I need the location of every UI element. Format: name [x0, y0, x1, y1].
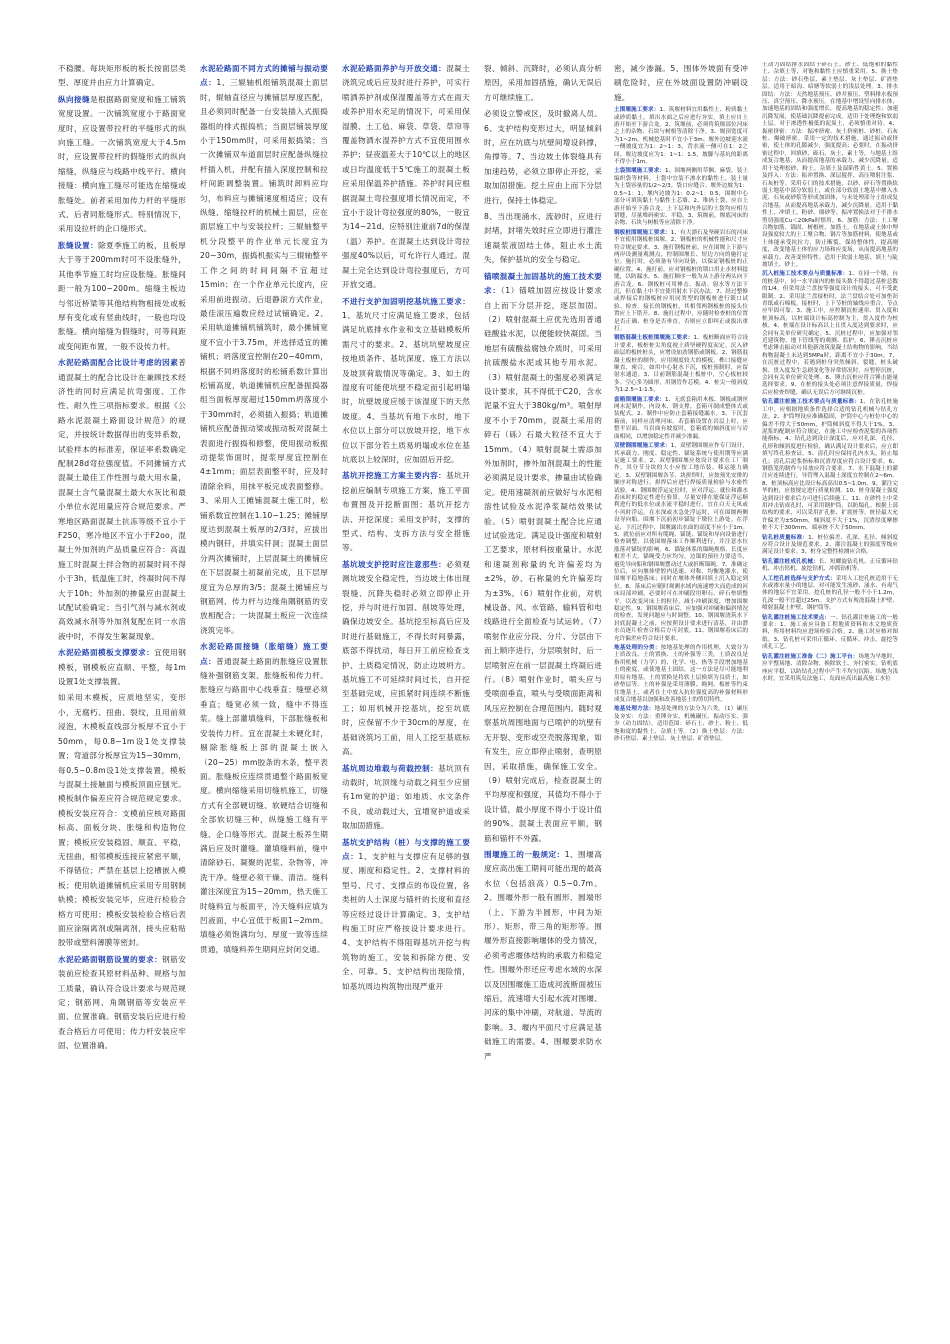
paragraph-text: （1）锚喷加固应按设计要求自上而下分层开挖，逐层加固。（2）喷射混凝土应优先选用普通硅酸盐水泥，以便能较快凝固。当地层有硫酸盐腐蚀介质时，可采用抗硫酸盐水泥或其他专用水泥。（3）喷射混凝土的强度必须满足设计要求，其不得低于C20，含水泥量不宜大于380kg/m³。喷射厚度不小于70mm，混凝土采用的碎石（砾）石最大粒径不宜大于15mm。（4）喷射混凝土需添加外加剂时，掺外加剂混凝土的性能必须满足设计要求，掺量由试验确定。使用速凝剂前应做好与水泥相溶性试验及水泥净浆凝结效果试验。（5）喷射混凝土配合比应通过试验选定。满足设计强度和喷射工艺要求，原材料按重量计。水泥和速凝剂称量的允许偏差均为±2%，砂、石称量的允许偏差均为±3%。（6）喷射作业前，对机械设备、风、水管路、输料管和电线路进行全面检查与试运转。（7）喷射作业应分段、分片、分层由下而上顺序进行，分层喷射时，后一层喷射应在前一层混凝土终凝后进行。（8）喷射作业时，喷头应与受喷面垂直，喷头与受喷面距离和风压应控制在合理范围内。随时观察基坑周围地面与已喷护的坑壁有无开裂、变形或空壳脱落现象，如有发生，应立即停止喷射，查明原因，采取措施，确保施工安全。（9）喷射完成后，检查混凝土的平均厚度和强度，其值均不得小于设计值，最小厚度不得小于设计值的90%。混凝土表面应平顺，钢筋和锚杆不外露。	[484, 286, 602, 843]
section-heading: 水泥砼路面接缝（胀缩缝）施工要点：	[200, 642, 328, 666]
section-heading: 锚喷混凝土加固基坑的施工技术要求：	[484, 271, 602, 296]
paragraph-text: 不稳腰。每块矩形板的板长按面层类型、厚度并由应力计算确定。	[58, 64, 186, 88]
paragraph	[342, 295, 470, 468]
paragraph	[762, 559, 898, 574]
paragraph	[614, 168, 748, 227]
paragraph-text: 1、桩位偏差、孔深、孔径、倾斜度应符合设计及规范要求。2、灌注混凝土的强度等级应满足设计要求。3、桩身完整性检测应合格。	[762, 534, 898, 556]
paragraph-text: 普通混凝土的配合比设计在兼顾技术经济性的同时应满足抗弯强度、工作性、耐久性三项指标要求。根据《公路水泥混凝土路面设计规范》的规定，并按统计数据得出的变异系数，试验样本的标准差，保证率系数确定配制28d弯拉强度值。不同摊铺方式混凝土最佳工作性围与最大用水量，混凝土含气量混凝土最大水灰比和最小单位水泥用量应符合规范要求。严寒地区路面混凝土抗冻等级不宜小于F250，寒冷地区不宜小于F2oo，混凝土外加剂的产品质量应符合：高温施工时混凝土拌合物的初凝时间不得小于3h，低温施工时，终凝时间不得大于10h；外加剂的掺量应由混凝土试配试验确定；当引气剂与减水剂或高效减水剂等外加剂复配在同一水溶液中时，不得发生絮凝现象。	[58, 358, 186, 641]
paragraph	[200, 640, 328, 957]
section-heading: 钻孔灌注桩施工准备（二）施工平台：	[762, 653, 859, 660]
paragraph-text: 长、短螺旋钻孔机、正反循环钻机、冲击钻机、旋挖钻机、冲抓钻机等。	[762, 558, 898, 573]
section-heading: 钻孔桩质量标准：	[762, 534, 809, 541]
paragraph	[614, 645, 748, 704]
text-column-1	[58, 62, 186, 1302]
paragraph-text: 普通混凝土路面的胀缝应设置胀缝补强钢筋支架、胀缝板和传力杆。胀缝应与路面中心线垂直；缝壁必须垂直；缝宽必须一致，缝中不得连浆。缝上部灌填缝料，下部胀缝板和安装传力杆。宜在混凝土未硬化时，剔除胀缝板上部的混凝土嵌入（20~25）mm胶条的木条，整平表面。胀缝板应连续贯通整个路面板宽度。横向缩缝采用切缝机施工，切缝方式有全部硬切缝、软硬结合切缝和全部软切缝三种，纵缝施工缝有平缝、企口缝等形式。混凝土板养生期满后应及时灌缝。灌填缝料前，缝中清除砂石、凝聚的泥浆、杂物等，冲洗干净。缝壁必须干燥、清洁。缝料灌注深度宜为15~20mm，热天施工时缝料宜与板面平，冷天缝料应填为凹液面，中心宜低于板面1~2mm。填缝必须饱满均匀、厚度一致等连续贯通，填缝料养生期间应封闭交通。	[200, 656, 328, 954]
paragraph	[614, 230, 748, 334]
section-heading: 沉入桩施工技术要点与质量标准：	[762, 271, 849, 278]
paragraph	[342, 836, 470, 994]
paragraph-text: 裂、倾斜、沉降时，必须认真分析原因，采用加固措施，确认无误后方可继续施工。	[484, 64, 602, 102]
paragraph	[614, 335, 748, 394]
paragraph	[762, 399, 898, 532]
paragraph	[342, 62, 470, 293]
section-heading: 双壁钢围堰施工要求：	[614, 443, 671, 450]
section-heading: 地基处理的分类：	[614, 645, 661, 652]
paragraph	[484, 62, 602, 105]
paragraph-text: 采用人工挖孔桩适用于无水或渗水量小的地层。对可能发生流砂、涌水、有毒气体的地层不宜采用。挖孔桩的孔径一般不小于1.2m，孔深一般不宜超过25m。支护方式有现浇混凝土护壁、喷射混凝土护壁、钢护筒等。	[762, 575, 898, 612]
section-heading: 不进行支护加固明挖基坑施工要求：	[342, 296, 470, 306]
paragraph-text: 1、支护桩与支撑应有足够的强度、刚度和稳定性。2、支撑材料的型号、尺寸、支撑点的布设位置，各类桩的人土深度与锚杆的长度和直径等应经过设计计算确定。3、支护结构施工时应严格按设计要求进行。4、支护结构不得阻碍基坑开挖与构筑物的施工，安装和拆除方便、安全、可靠。5、支护结构出现险情，如基坑周边构筑物出现严重开	[342, 851, 470, 991]
paragraph-text: 1、围堰两侧用草捆、麻袋、装土编织袋等材料，土袋中宜装不渗水的黏性土，装土量为土袋容量的1/2~2/3。袋口应缝合。堰外边坡为1：0.5~1：1，堰内边坡为1：0.2~1：0.5，围堰中心部分可填筑黏土与黏性土芯墙。2、堆码土袋，应自上游开始至下游合龙。上下层和内外层的土袋均应相互错缝，尽量堆码密实、平稳。3、筑堰前，堰底河床的杂物、石块与树根等应清除干净。	[614, 168, 748, 227]
paragraph	[342, 469, 470, 555]
section-heading: 水泥砼路面钢筋设置的要求：	[58, 954, 163, 964]
section-heading: 纵向接缝	[58, 94, 91, 104]
section-heading: 钻孔灌注桩施工技术要点与质量标准：	[762, 399, 860, 406]
paragraph-text: 基坑顶有动载时，坑顶缘与动载之间至少应留有1m宽的护道；如地质、水文条件不良，或动载过大，宜增宽护道或采取加固措施。	[342, 763, 470, 831]
paragraph-text: 1、在同一个墩、台的桩基中，同一水平面内的桩接头数不得超过基桩总数的1/4，但采用法兰盘按等强度设计的接头，可不受此限制。2、采用法兰盘接桩时，法兰盘结合处可加垫沥青纸或石棉板。接桩时，上下节桩的轴线应重合，节点应牢固可靠。3、施工中，应控制沉桩速率、贯入度和桩顶标高，以桩端设计标高控制为主，贯入度作为校核。4、桩端在设计标高以上且贯入度达到要求时，应会同有关单位研究确定。5、沉桩过程中，应加强对邻近建筑物、地下管线等的观测、监护。6、锤击沉桩应考虑锤击振动对其他新浇筑混凝土结构物的影响，当结构物混凝土未达到5MPa时，距离不宜小于30m。7、在沉桩过程中，若遇到桩身突然倾斜、裂缝、桩头破损、贯入度发生急剧变化等异常情况时，应暂停沉桩，会同有关单位研究处理。8、锤击沉桩应符合锤击能量选择要求。9、在桩的接头处必须注意焊接质量，焊接后应检查焊缝，确认无误后方可继续沉桩。	[762, 271, 898, 396]
section-heading: 基坑坡支护挖时应注意那些：	[342, 559, 447, 569]
paragraph	[762, 271, 898, 397]
paragraph	[342, 558, 470, 760]
paragraph	[762, 654, 898, 684]
paragraph	[614, 107, 748, 166]
paragraph-text: 是根据路面宽度和施工铺筑宽度设置。一次铺筑宽度小于路面宽度时，应设置带拉杆的平缝形式的纵向施工缝。一次铺筑宽度大于4.5m时，应设置带拉杆的假缝形式的纵向缩缝，纵缝应与线路中线平行。横向接缝：横向施工缝尽可能选在缩缝或胀缝处。前者采用加传力杆的平缝形式，后者同胀缝形式。特别情况下，采用设拉杆的企口缝形式。	[58, 94, 186, 234]
paragraph-text: 1、有大漂石及坚硬岩石的河床不宜使用钢板桩围堰。2、钢板桩的机械性能和尺寸应符合规定要求。3、施打钢板桩前，应在围堰上下游与两岸设测量观测点，控制围堰长、短边方向的施打定位。施打时，必须备有导向设备，以保证钢板桩的正确位置。4、施打前，应对钢板桩的锁口用止水材料捻缝，以防漏水。5、施打顺序一般为从上游分两头向下游合龙。6、钢板桩可用捶击、振动、射水等方法下沉，但在黏土中不宜使用射水下沉办法。7、经过整修或焊接后的钢板桩应用同类型的钢板桩进行锁口试验、检查。接长的钢板桩，其相邻两钢板桩的接头位置应上下错开。8、施打过程中，应随时检查桩的位置是否正确、桩身是否垂直，否则应立即纠正或拔出重打。	[614, 229, 748, 332]
text-column-2	[200, 62, 328, 1302]
section-heading: 胀缝设置：	[58, 240, 99, 250]
section-heading: 钻孔灌注桩成孔机械：	[762, 558, 819, 565]
paragraph-text: 按地基处理的作用机理，大致分为土质改良、土的置换、土的补强等三类。土质改良是指用机械（力学）的、化学、电、热等手段增加地基土的密度，或使地基土固结，这一方法是尽可能地利用原有地基。土的置换是将软土层换填为良质土，如砂垫层等。土的补强是采用薄膜、绳网、板桩等约束住地基土，或者在土中放入抗拉强度高的补强材料形成复合地基以加强和改善地基土的剪切特性。	[614, 645, 748, 703]
paragraph	[484, 270, 602, 846]
paragraph-text: 除夏季施工的板，且板厚大于等于200mm时可不设胀缝外，其他季节施工时均应设胀缝。胀缝间距一般为100~200m。缩缝主板边与邻近桥梁等其他结构物相接处或板厚有变化或有竖曲线时，一般也均设胀缝。横向缩缝为假缝时，可等间距或变间距布置，一般不设传力杆。	[58, 240, 186, 351]
paragraph-text: 1、围堰高度应高出施工期间可能出现的最高水位（包括浪高）0.5~0.7m。2、围堰外形一般有圆形、圆端形（上、下游为半圆形，中间为矩形）、矩形、带三角的矩形等。围堰外形直接影响堰体的受力情况，必须考虑堰体结构的承载力和稳定性。围堰外形还应考虑水域的水深以及因围堰施工造成河流断面被压缩后，流速增大引起水流对围堰、河床的集中冲刷，对航道、导流的影响。3、堰内平面尺寸应满足基础施工的需要。4、围堰要求防水严	[484, 849, 602, 1061]
section-heading: 钻孔灌注桩施工技术要点：	[762, 614, 831, 621]
paragraph	[762, 62, 898, 269]
paragraph	[58, 646, 186, 689]
section-heading: 套箱围堰施工要求：	[614, 396, 666, 403]
paragraph	[614, 443, 748, 643]
paragraph	[58, 356, 186, 644]
paragraph-text: 一、钻孔灌注桩施工的一般要求：1、施工前应具备工程地质资料和水文地质资料，所用材料均应进场检验合格。2、施工时应核对图纸。3、钻孔桩可采用正循环、反循环、冲击、旋挖等成孔工艺。	[762, 614, 898, 651]
section-heading: 围堰施工的一般规定：	[484, 849, 565, 859]
paragraph	[342, 762, 470, 834]
section-heading: 水泥砼路面不同方式的摊铺与振动要点：	[200, 64, 328, 88]
paragraph-text: 钢筋安装前应检查其原材料品种、规格与加工质量，确认符合设计要求与规范规定；钢筋网、角隅钢筋等安装应平面、位置准确。钢筋安装后应进行检查合格后方可使用；传力杆安装应牢固、位置准确。	[58, 954, 186, 1051]
section-heading: 钢筋混凝土板桩围堰施工要求：	[614, 335, 694, 342]
section-heading: 人工挖孔桩选择与支护方式：	[762, 575, 836, 582]
paragraph-text: 1、板桩断面应符合设计要求，板桩桩尖角度视土质坚硬程度而定。沉入砂砾层的板桩桩头，应增设加劲钢筋或钢板。2、钢筋混凝土板桩的制作，应用刚度较大的模板，榫口接缝应顺直、密合。如用中心射水下沉，板桩预制时，应留射水通道。3、目前钢筋混凝土板桩中，空心板桩较多。空心多为圆形，用钢管作芯模。4、桩尖一般斜度为1:2.5~1:1.5。	[614, 335, 748, 394]
section-heading: 水泥砼路面配合比设计考虑的因素	[58, 358, 179, 368]
paragraph-text: 基坑开挖前应编制专项施工方案，施工平面布置图及开挖断面图；基坑开挖方法、开挖深度；采用支护时，支撑的型式、结构、支拆方法与安全措施等。	[342, 471, 470, 553]
section-heading: 基坑周边堆载与荷载控制：	[342, 763, 439, 773]
section-heading: 基坑支护结构（桩）与支撑的施工要点：	[342, 837, 470, 861]
paragraph-text: 地基处理的方法分为六类。（1）碾压及夯实：方法：重锤夯实、机械碾压、振动压实、强夯（动力固结）。适用范围：碎石土、砂土、粉土、低饱和度的黏性土、杂填土等。（2）换土垫层：方法：砂石垫层、素土垫层、灰土垫层、矿渣垫层。	[614, 706, 748, 742]
section-heading: 土袋围堰施工要求：	[614, 168, 666, 175]
paragraph	[58, 953, 186, 1054]
paragraph-text: 场地为旱地时，应平整场地、清除杂物、换除软土、夯打密实。钻机底座应平稳，以防钻孔过程中产生不均匀沉陷。场地为浅水时，宜采用筑岛法施工，岛面应高出最高施工水位	[762, 653, 898, 682]
paragraph	[614, 706, 748, 743]
paragraph	[58, 239, 186, 354]
paragraph	[58, 691, 186, 950]
paragraph-text: 1、基坑尺寸应满足施工要求，包括满足坑底排水作业和支立基础模板所需尺寸的要求。2、基坑坑壁坡度应按地质条件、基坑深度、施工方法以及坡顶荷载情况等确定。3、如土的湿度有可能使坑壁不稳定而引起坍塌时，坑壁坡度应缓于该湿度下的天然坡度。4、当基坑有地下水时，地下水位以上部分可以放坡开挖，地下水位以下部分若土质易坍塌或水位在基坑底以上较深时，应加固后开挖。	[342, 310, 470, 464]
paragraph	[484, 848, 602, 1064]
paragraph-text: 宜使用钢模板，钢模板应直顺、平整，每1m设置1处支撑装置。	[58, 648, 186, 687]
paragraph	[200, 62, 328, 638]
paragraph-text: 必须设立警戒区，及时撤离人员。6、支护结构变形过大，明显倾斜时，应在坑底与坑壁间增设斜撑，角撑等。7、当边坡土体裂缝具有加速趋势，必须立即停止开挖，采取加固措施。挖土应由上而下分层进行，保持土体稳定。	[484, 109, 602, 205]
paragraph-text: 土动力固结排水固结于碎石土、砂土、低饱和的黏性土、杂填土等，对饱和黏性土应慎重采用。5、换土垫层：方法：砂石垫层、素土垫层、灰土垫层、矿渣垫层。适用于暗沟、暗塘等软弱土的浅层处理。3、排水固结：方法：天然地基预压、砂井预压、塑料排水板预压、真空预压、降水预压。在地基中增设竖向排水体，加速地基的固结和强度增长，提高地基的稳定性；加速沉降发展，使基础沉降提前完成。适用于处理饱和软弱土层。对于渗透性极低的泥炭土，必须慎重对待。4、振密挤密：方法：振冲挤密、灰土挤密桩、砂桩、石灰桩、爆破挤密。采用一定的技术措施，通过振动或挤密，使土体的孔隙减少，强度提高；必要时，在振动挤密过程中，回填砂、砾石、灰土、素土等，与地基土组成复合地基，从而提高地基的承载力，减少沉降量。适用于处理松砂、粉土、杂填土及湿陷性黄土。5、置换及拌入：方法：振冲置换、深层搅拌、高压喷射注浆、石灰桩等。采用专门的技术措施，以砂、碎石等置换软弱土地基中部分软弱土，或在部分软弱土地基中掺入水泥、石灰或砂浆等形成加固体，与未处理部分土组成复合地基，从而提高地基承载力，减少沉降量。适用于黏性土、冲填土、粉砂、细砂等。振冲置换法对于不排水剪切强度Cu＜20kPa时慎用。6、加筋：方法：土工聚合物加筋、锚固、树根桩、加筋土。在地基或土体中埋设强度较大的土工聚合物、钢片等加筋材料，使地基或土体能承受抗拉力，防止断裂，保持整体性，提高刚度，改变地基土体的应力场和应变场，从而提高地基的承载力，改善变形特性。适用于软弱土地基、填土与陡坡填土、砂土。	[762, 62, 898, 268]
paragraph-text: 1、筑堰材料宜用黏性土、粉质黏土或砂质黏土。填出水面之后应进行夯实。填土应自上游开始至下游合龙。2、筑堰前，必须将筑堰部位河床之上的杂物、石块与树根等清除干净。3、堰顶宽度可为1~2m。机械挖基时不宜小于3m。堰外边坡迎水流一侧坡度宜为1：2~1：3，背水流一侧可在1：2之间。堰边坡度应为1：1~1：1.5，坡脚与基坑的距离不得小于1m。	[614, 107, 748, 166]
paragraph-text: 1、在钻孔桩施工中，应根据地质条件选择合适的钻孔机械与钻孔方法。2、护筒埋设应准确稳固，护筒中心与桩位中心的偏差不得大于50mm，护筒倾斜度不得大于1%。3、泥浆的配制应符合规定，在施工中应检查泥浆的各项性能指标。4、钻孔达到设计深度后，应对孔深、孔径、孔形和倾斜度进行检验，确认满足设计要求后，应立即填写终孔检查证。5、清孔时应保持孔内水头，防止塌孔；清孔后泥浆指标和沉渣厚度应符合设计要求。6、钢筋笼的制作与吊放应符合要求。7、水下混凝土的灌注应连续进行，导管埋入混凝土深度宜控制在2~6m。8、桩顶标高应比设计标高高出0.5~1.0m。9、灌注完毕的桩，应按规定进行质量检测。10、桩身混凝土强度达到设计要求后方可进行后续施工。11、在砂性土中采用冲击钻成孔时，可采用钢护筒，以防塌孔。根据上部结构的要求，可以采用扩孔桩、扩底桩等。桩径最大允许偏差为±50mm，倾斜度不大于1%，沉渣厚度摩擦桩不大于300mm，端承桩不大于50mm。	[762, 399, 898, 532]
section-heading: 地基处理方法：	[614, 706, 655, 713]
paragraph	[58, 93, 186, 237]
paragraph	[614, 397, 748, 441]
paragraph	[762, 615, 898, 652]
paragraph-text: 1、双壁钢围堰应作专门设计，其承载力、刚度、稳定性、锚锭系统与使用期等应满足施工要求。2、双壁钢围堰应按设计要求在工厂制作，其分节分块的大小应按工地吊装、移运能力确定。3、双壁钢围堰各节、块拼焊时，应按预先安排的顺序对称进行。拼焊后应进行焊接质量检验与水密性试验。4、钢围堰浮运定位时，应对浮运、就位和灌水着床时的稳定性进行验算。尽量安排在能保证浮运顺利进行的低水位或水流平稳时进行，宜在白天无风或小风时浮运。在水深或水急处浮运时，可在围堰两侧设导向船。围堰下沉前初步锚锭于墩位上游处。在浮运、下沉过程中，围堰露出水面的高度不应小于1m。5、就位前应对所有缆绳、锚链、锚锭和导向设备进行检查调整，以使围堰落床工作顺利进行，并注意水位涨落对锚锭的影响。6、锚锭体系的锚绳规格、长度应相差不大。锚绳受力应均匀。边锚的预拉力要适当，避免导向船和钢围堰摆动过大或折断锚绳。7、准确定位后，应向堰体壁腔内迅速、对称、均衡地灌水，使围堰平稳地落床；同时在堰体外侧回填土沉入稳定到位。8、落床后应随时观测水域内流速增大而造成的河床局部冲刷，必要时可在冲刷段用卵石、碎石垫填整平，以改变河床上的粒径，减小冲刷深度，增加围堰稳定性。9、钢围堰着床后，应加强对冲刷和偏斜情况的检查，发现问题应与时调整。10、钢围堰浇筑水下封底混凝土之前，应按照设计要求进行清基，并由潜水员逐片检查合格后方可封底。11、钢围堰着床后的允许偏差应符合设计要求。	[614, 443, 748, 642]
paragraph	[762, 535, 898, 557]
text-column-5	[614, 62, 748, 1302]
section-heading: 土围堰施工要求：	[614, 107, 660, 114]
paragraph-text: 密，减少渗漏。5、围体外坡面有受冲刷危险时，应在外坡面设置防冲刷设施。	[614, 64, 748, 102]
paragraph-text: 必须观测坑坡安全稳定性，当边坡土体出现裂缝、沉降失稳时必须立即停止开挖，并与时进行加固、削坡等处理，确保边坡安全。基坑挖至标高后应及时进行基础施工，不得长时间暴露，底部不得扰动，每日开工前应检查支护、土质稳定情况，防止边坡坍方。基坑施工不可延续时间过长，自开挖至基础完成，应抓紧时间连续不断施工；如用机械开挖基坑，挖至坑底时，应保留不少于30cm的厚度，在基础浇筑圬工前，用人工挖至基底标高。	[342, 559, 470, 757]
text-column-3	[342, 62, 470, 1302]
section-heading: 基坑开挖施工方案主要内容：	[342, 471, 447, 481]
section-heading: 水泥砼路面模板支撑要求：	[58, 648, 155, 658]
paragraph	[58, 62, 186, 91]
paragraph	[614, 62, 748, 105]
paragraph	[762, 576, 898, 613]
paragraph-text: 混凝土浇筑完成后应及时进行养护，可实行喷洒养护剂或保湿覆盖等方式在雨天或养护用水充足的情况下，可采用保湿膜、土工毡、麻袋、草袋、草帘等覆盖物洒水湿养护方式不宜使用围水养护；昼夜温差大于10℃以上的地区或日均温度低于5℃施工的混凝土板应采用保温养护措施。养护时间应根据混凝土弯拉强度增长情况而定，不宜小于设计弯拉强度的80%，一般宜为14~21d。应特别注重前7d的保湿（温）养护。在混凝土达到设计弯拉强度40%以后，可允许行人通过。混凝土完全达到设计弯拉强度后，方可开放交通。	[342, 64, 470, 290]
paragraph	[484, 107, 602, 208]
paragraph-text: 1、三辊轴机组铺筑混凝土面层时，辊轴直径应与摊铺层厚度匹配，且必须同时配备一台安装插入式振捣器组的排式振捣机；当面层铺装厚度小于150mm时，可采用振捣梁；当一次摊铺双车道面层时应配备纵缝拉杆插入机，并配有插入深度控制和拉杆间距调整装置。铺筑时卸料应均匀，布料应与摊铺速度相适应；设有纵缝、缩缝拉杆的机械土面层，应在面层施工中与安装拉杆；三辊轴整平机分段整平的作业单元长度宜为20~30m，振捣机振实与三辊轴整平工作之间的时间间隔不宜超过15min；在一个作业单元长度内，应采用前进振动、后退静滚方式作业，最佳滚压遍数应经过试铺确定。2、采用轨道摊铺机铺筑时，最小摊铺宽度不宜小于3.75m，并选择适宜的摊铺机；坍落度宜控制在20~40mm，根据不同坍落度时的松铺系数计算出松铺高度，轨道摊铺机应配备振捣器组当面板厚度超过150mm坍落度小于30mm时，必须插入振捣；轨道摊铺机应配备振动梁或振动板对混凝土表面进行振捣和修整，使用振动板振动提浆饰面时，提浆厚度宜控制在4±1mm；面层表面整平时，应及时清除余料，用抹平板完成表面整修。3、采用人工摊铺混凝土施工时，松铺系数宜控制在1.10~1.25；摊铺厚度达到混凝土板厚的2/3时，应拔出模内钢钎，并填实钎洞；混凝土面层分两次摊铺时，上层混凝土的摊铺应在下层混凝土初凝前完成，且下层厚度宜为总厚的3/5；混凝土摊铺应与钢筋网、传力杆与边缘角隅钢筋的安放相配合；一块混凝土板应一次连续浇筑完毕。	[200, 78, 328, 635]
paragraph	[484, 210, 602, 268]
paragraph-text: 如采用木模板，应质地坚实，变形小，无腐朽、扭曲、裂纹，且用前须浸泡，木模板直线部分板厚不宜小于50mm，每0.8~1m设1处支撑装置；弯道部分板厚宜为15~30mm，每0.5~0.8m设1处支撑装置，模板与混凝土接触面与模板顶面应刨光。模板制作偏差应符合规范规定要求。模板安装应符合：支模前应核对路面标高、面板分块、胀缝和构造物位置；模板应安装稳固、顺直、平稳，无扭曲，相邻模板连接应紧密平顺，不得错位；严禁在基层上挖槽嵌入模板；使用轨道摊铺机应采用专用钢制轨模；模板安装完毕，应进行检验合格方可使用；模板安装检验合格后表面应涂隔离剂或隔离剂，接头应粘贴胶带或塑料薄膜等密封。	[58, 693, 186, 948]
section-heading: 水泥砼路面养护与开放交通：	[342, 64, 447, 73]
paragraph-text: 8、当出现涌水、流砂时，应进行封堵，封堵失效时应立即进行灌注速凝浆液固结土体，阻止水土流失，保护基坑的安全与稳定。	[484, 212, 602, 265]
document-sheet	[58, 62, 898, 1302]
section-heading: 钢板桩围堰施工要求：	[614, 229, 671, 236]
paragraph-text: 1、无底套箱用木板、钢板或钢丝网水泥制作，内设木、钢支撑。套箱可制成整体式或装配式。2、制作中应防止套箱接缝漏水。3、下沉套箱前，同样应清理河床。若套箱设置在岩层上时，应整平岩面。当岩面有坡度时，套箱底的倾斜度应与岩面相同，以增加稳定性并减少渗漏。	[614, 396, 748, 440]
text-column-6	[762, 62, 898, 1302]
text-column-4	[484, 62, 602, 1302]
